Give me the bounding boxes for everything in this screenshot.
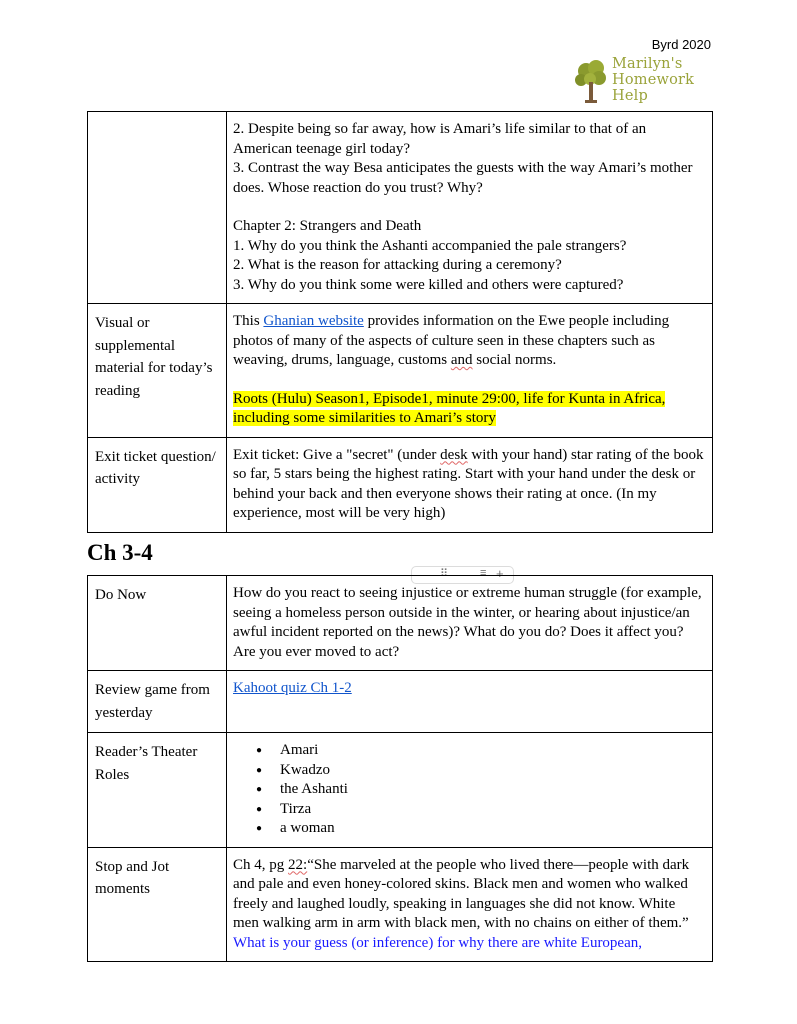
logo-line-3: Help: [612, 88, 648, 104]
exit-ticket-text: [233, 446, 704, 524]
chapter-2-question-2: 2. What is the reason for attacking during a ceremony?: [233, 257, 562, 273]
review-game-cell: [227, 671, 713, 733]
tree-icon: [572, 58, 612, 106]
roles-list: [233, 741, 704, 839]
table-row: [88, 671, 713, 733]
supplemental-cell: [227, 304, 713, 438]
chapter-2-question-1: 1. Why do you think the Ashanti accompanied the pale strangers?: [233, 237, 627, 254]
text-span: Exit ticket: Give a "secret" (under: [233, 446, 441, 463]
row-label: Review game from yesterday: [88, 671, 227, 733]
row-label: Do Now: [88, 576, 227, 671]
text-span: provides information on the Ewe people including photos of many of the aspects of culture seen in these chapters such as weaving, drums, language, customs: [233, 313, 670, 368]
logo-line-2: Homework: [612, 72, 695, 88]
table-row: [88, 847, 713, 962]
list-item: ● Amari: [280, 741, 704, 761]
spellcheck-word: and: [450, 352, 473, 368]
table-row: [88, 112, 713, 304]
row-label: Visual or supplemental material for today’s reading: [88, 304, 227, 438]
logo-line-1: Marilyn's: [612, 56, 683, 72]
chapter-2-question-3: 3. Why do you think some were killed and others were captured?: [233, 276, 624, 293]
quote-text: “She marveled at the people who lived there—people with dark and pale and even honey-colored skins. Black men and women who walked freely and laughed loudly, speaking in languages she did not know. White men walking arm in arm with black men, with no chains on either of them.”: [233, 856, 690, 931]
row-label: Stop and Jot moments: [88, 847, 227, 962]
roots-highlight-text: [233, 390, 704, 429]
list-item: ● the Ashanti: [280, 780, 704, 800]
questions-cell: [227, 112, 713, 304]
table-row: [88, 733, 713, 848]
lesson-table-2: [87, 575, 713, 962]
table-row: [88, 437, 713, 532]
do-now-text: How do you react to seeing injustice or extreme human struggle (for example, seeing a homeless person outside in the winter, or hearing about injustice/an awful incident reported on the news)? What do you do? Does it affect you? Are you ever moved to act?: [233, 585, 702, 660]
row-label: Reader’s Theater Roles: [88, 733, 227, 848]
text-span: with your hand) star rating of the book so far, 5 stars being the highest rating. Start with your hand under the desk or behind your back and then everyone shows their rating at once. (In my experience, most will be very high): [233, 446, 704, 521]
lesson-table-1: [87, 111, 713, 533]
text-span: This: [233, 313, 264, 329]
supplemental-text: [233, 312, 704, 371]
kahoot-quiz-link[interactable]: Kahoot quiz Ch 1-2: [233, 680, 352, 696]
list-item: ● a woman: [280, 819, 704, 839]
row-label: Exit ticket question/ activity: [88, 437, 227, 532]
question-3: 3. Contrast the way Besa anticipates the guests with the way Amari’s mother does. Whose reaction do you trust? Why?: [233, 160, 693, 196]
chapter-2-heading: Chapter 2: Strangers and Death: [233, 218, 422, 234]
text-span: social norms.: [472, 352, 557, 368]
logo: [572, 58, 712, 106]
table-row: [88, 304, 713, 438]
do-now-cell: [227, 576, 713, 671]
author-label: Byrd 2020: [651, 37, 711, 52]
add-icon[interactable]: +: [496, 566, 504, 581]
stop-and-jot-text: [233, 856, 704, 954]
list-item: ● Kwadzo: [280, 761, 704, 781]
sort-icon[interactable]: ≡: [480, 567, 487, 579]
spellcheck-word: desk: [440, 446, 468, 463]
spellcheck-word: 22:: [288, 856, 308, 873]
table-row: [88, 576, 713, 671]
empty-label-cell: [88, 112, 227, 304]
text-span: Ch 4, pg: [233, 856, 289, 873]
inference-question: What is your guess (or inference) for why there are white European,: [233, 934, 642, 951]
question-2: 2. Despite being so far away, how is Amari’s life similar to that of an American teenage girl today?: [233, 121, 647, 157]
drag-handle-icon[interactable]: ⠿: [440, 568, 448, 580]
roles-cell: [227, 733, 713, 848]
list-item: ● Tirza: [280, 800, 704, 820]
stop-and-jot-cell: [227, 847, 713, 962]
highlighted-text: Roots (Hulu) Season1, Episode1, minute 29:00, life for Kunta in Africa, including some similarities to Amari’s story: [233, 390, 666, 426]
exit-ticket-cell: [227, 437, 713, 532]
ghanian-website-link[interactable]: Ghanian website: [263, 313, 364, 329]
section-heading: Ch 3-4: [87, 540, 153, 565]
